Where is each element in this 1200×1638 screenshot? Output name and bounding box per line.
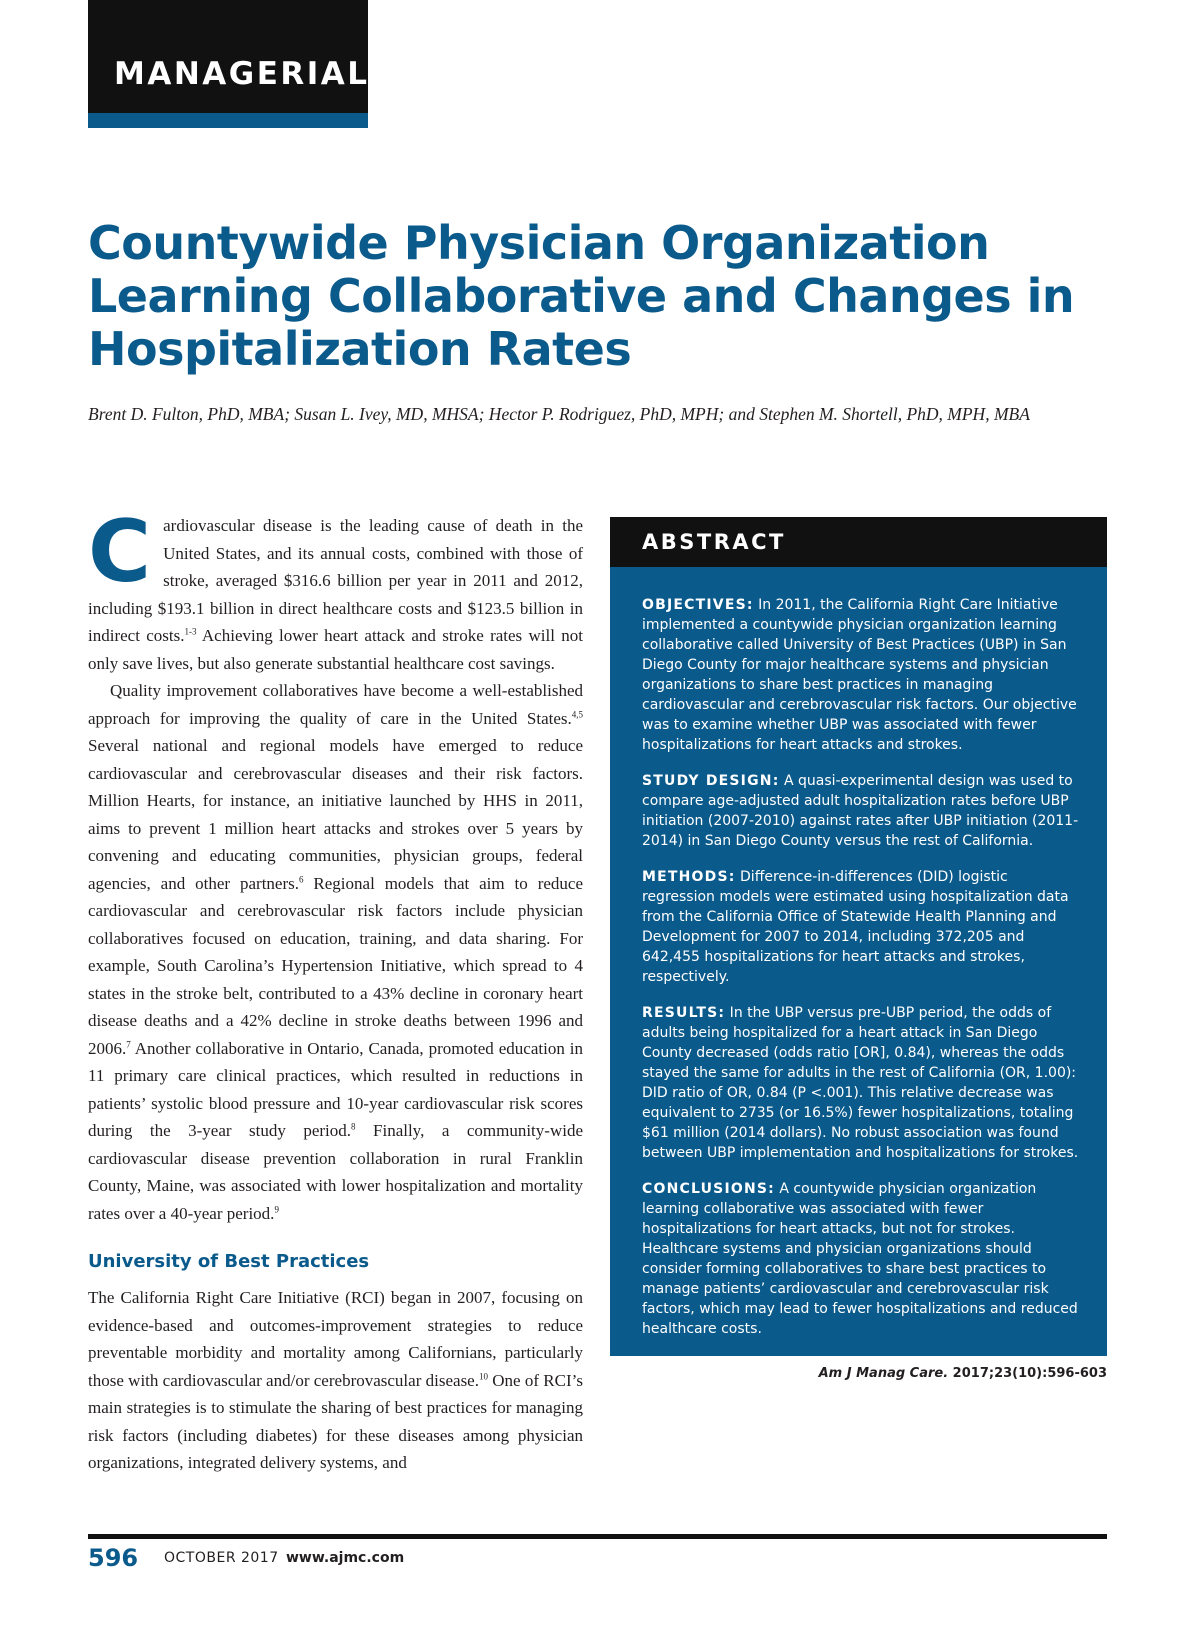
abstract-section-label: STUDY DESIGN: (642, 773, 780, 789)
article-title: Countywide Physician Organization Learning Collaborative and Changes in Hospitalization Rates (88, 216, 1075, 376)
author-list: Brent D. Fulton, PhD, MBA; Susan L. Ivey, MD, MHSA; Hector P. Rodriguez, PhD, MPH; and Stephen M. Shortell, PhD, MPH, MBA (88, 404, 1030, 424)
reference-superscript: 7 (126, 1038, 131, 1049)
footer-rule (88, 1534, 1107, 1539)
abstract-methods (642, 867, 1081, 987)
abstract-section-text: Difference-in-differences (DID) logistic regression models were estimated using hospitalization data from the California Office of Statewide Health Planning and Development for 2007 to 2014, including 372,205 and 642,455 hospitalizations for heart attacks and strokes, respectively. (642, 869, 1069, 985)
section-label: MANAGERIAL (114, 56, 370, 92)
abstract-conclusions (642, 1179, 1081, 1339)
abstract-section-text: A countywide physician organization learning collaborative was associated with fewer hospitalizations for heart attacks, but not for strokes. Healthcare systems and physician organizations should consider forming collaboratives to share best practices to manage patients’ cardiovascular and cerebrovascular risk factors, which may lead to fewer hospitalizations and reduced healthcare costs. (642, 1181, 1078, 1337)
reference-superscript: 8 (351, 1121, 356, 1132)
abstract-section-text: In the UBP versus pre-UBP period, the odds of adults being hospitalized for a heart attack in San Diego County decreased (odds ratio [OR], 0.84), whereas the odds stayed the same for adults in the rest of California (OR, 1.00): DID ratio of OR, 0.84 (P <.001). This relative decrease was equivalent to 2735 (or 16.5%) fewer hospitalizations, totaling $61 million (2014 dollars). No robust association was found between UBP implementation and hospitalizations for strokes. (642, 1005, 1079, 1161)
intro-text-continued: Achieving lower heart attack and stroke rates will not only save lives, but also generate substantial healthcare cost savings. (88, 626, 584, 673)
abstract-results (642, 1003, 1081, 1163)
reference-superscript: 1-3 (184, 626, 197, 637)
abstract-section-text: In 2011, the California Right Care Initiative implemented a countywide physician organization learning collaborative called University of Best Practices (UBP) in San Diego County for major healthcare systems and physician organizations to share best practices in managing cardiovascular and cerebrovascular risk factors. Our objective was to examine whether UBP was associated with fewer hospitalizations for heart attacks and strokes. (642, 597, 1077, 753)
reference-superscript: 4,5 (571, 708, 583, 719)
drop-cap: C (88, 502, 152, 602)
reference-superscript: 10 (478, 1370, 488, 1381)
body-column (88, 502, 584, 1477)
abstract-section-text: A quasi-experimental design was used to compare age-adjusted adult hospitalization rates before UBP initiation (2007-2010) against rates after UBP initiation (2011-2014) in San Diego County versus the rest of California. (642, 773, 1079, 849)
intro-paragraph (88, 502, 584, 677)
paragraph-text: The California Right Care Initiative (RCI) began in 2007, focusing on evidence-based and outcomes-improvement strategies to reduce preventable morbidity and mortality among Californians, particularly those with cardiovascular and/or cerebrovascular disease. (88, 1288, 583, 1390)
abstract-box (610, 517, 1107, 1356)
citation-reference: 2017;23(10):596-603 (948, 1366, 1107, 1381)
section-heading: University of Best Practices (88, 1251, 370, 1272)
paragraph-text: Finally, a community-wide cardiovascular disease prevention collaboration in rural Franklin County, Maine, was associated with lower hospitalization and mortality rates over a 40-year period. (88, 1121, 583, 1223)
abstract-body (610, 567, 1107, 1339)
abstract-section-label: METHODS: (642, 869, 736, 885)
abstract-objectives (642, 595, 1081, 755)
abstract-section-label: RESULTS: (642, 1005, 726, 1021)
section-banner (88, 0, 368, 128)
abstract-heading: ABSTRACT (610, 517, 1107, 567)
issue-date: OCTOBER 2017 (164, 1550, 279, 1566)
intro-text: ardiovascular disease is the leading cause of death in the United States, and its annual costs, combined with those of stroke, averaged $316.6 billion per year in 2011 and 2012, including $193.1 billion in direct healthcare costs and $123.5 billion in indirect costs. (88, 516, 583, 645)
reference-superscript: 9 (274, 1203, 279, 1214)
paragraph-text: Quality improvement collaboratives have become a well-established approach for improving the quality of care in the United States. (88, 681, 583, 728)
citation-journal: Am J Manag Care. (818, 1366, 949, 1381)
paragraph-text: Regional models that aim to reduce cardiovascular and cerebrovascular risk factors include physician collaboratives focused on education, training, and data sharing. For example, South Carolina’s Hypertension Initiative, which spread to 4 states in the stroke belt, contributed to a 43% decline in coronary heart disease deaths and a 42% decline in stroke deaths between 1996 and 2006. (88, 873, 583, 1058)
collaboratives-paragraph (88, 677, 583, 1227)
banner-accent-stripe (88, 113, 368, 128)
abstract-section-label: OBJECTIVES: (642, 597, 754, 613)
paragraph-text: One of RCI’s main strategies is to stimulate the sharing of best practices for managing risk factors (including diabetes) for these diseases among physician organizations, integrated delivery systems, and (88, 1370, 583, 1472)
reference-superscript: 6 (299, 873, 304, 884)
abstract-study-design (642, 771, 1081, 851)
page-number: 596 (88, 1544, 139, 1572)
ubp-paragraph (88, 1284, 583, 1477)
abstract-section-label: CONCLUSIONS: (642, 1181, 775, 1197)
journal-citation (610, 1366, 1107, 1381)
paragraph-text: Another collaborative in Ontario, Canada, promoted education in 11 primary care clinical practices, which resulted in reductions in patients’ systolic blood pressure and 10-year cardiovascular risk scores during the 3-year study period. (88, 1038, 583, 1140)
website-link[interactable]: www.ajmc.com (286, 1550, 405, 1566)
paragraph-text: Several national and regional models have emerged to reduce cardiovascular and cerebrovascular diseases and their risk factors. Million Hearts, for instance, an initiative launched by HHS in 2011, aims to prevent 1 million heart attacks and strokes over 5 years by convening and educating communities, physician groups, federal agencies, and other partners. (88, 736, 583, 893)
